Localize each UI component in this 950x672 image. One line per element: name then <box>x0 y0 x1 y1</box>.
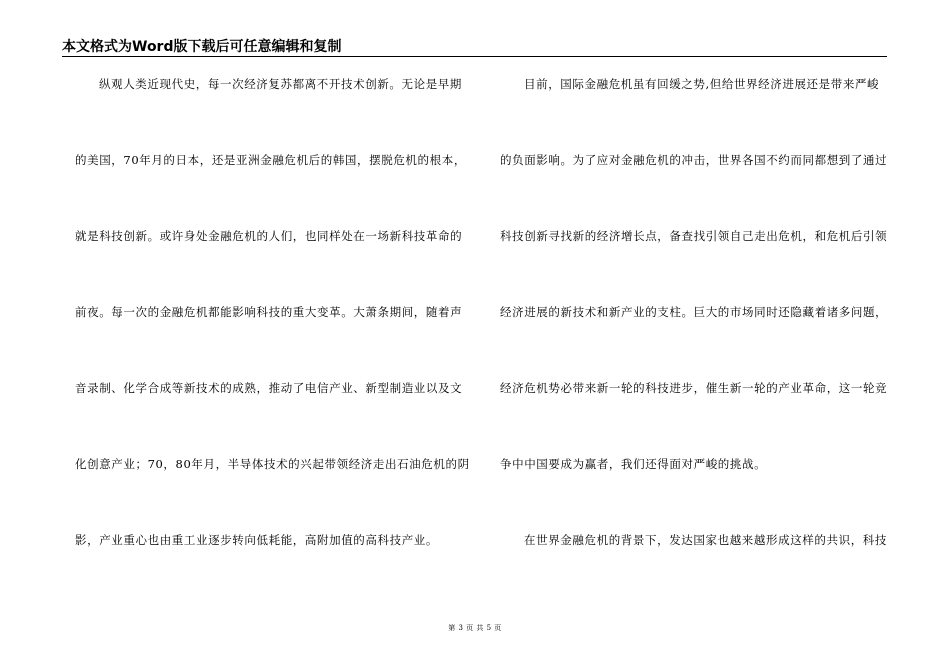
paragraph-line: 目前，国际金融危机虽有回缓之势,但给世界经济进展还是带来严峻 <box>524 77 880 91</box>
paragraph-line: 在世界金融危机的背景下，发达国家也越来越形成这样的共识，科技 <box>524 533 887 547</box>
right-text-column <box>500 66 887 598</box>
paragraph-line: 前夜。每一次的金融危机都能影响科技的重大变革。大萧条期间，随着声 <box>75 305 463 319</box>
paragraph-line: 经济进展的新技术和新产业的支柱。巨大的市场同时还隐藏着诸多问题， <box>500 305 888 319</box>
left-text-column <box>75 66 470 598</box>
page-number: 第 3 页 共 5 页 <box>448 624 502 632</box>
paragraph-line: 音录制、化学合成等新技术的成熟，推动了电信产业、新型制造业以及文 <box>75 381 463 395</box>
document-title: 本文格式为Word版下载后可任意编辑和复制 <box>62 39 342 55</box>
page-header <box>62 34 887 57</box>
paragraph-line: 就是科技创新。或许身处金融危机的人们，也同样处在一场新科技革命的 <box>75 229 463 243</box>
paragraph-line: 影，产业重心也由重工业逐步转向低耗能，高附加值的高科技产业。 <box>75 533 438 547</box>
paragraph-line: 的美国，70年月的日本，还是亚洲金融危机后的韩国，摆脱危机的根本， <box>75 153 466 167</box>
paragraph-line: 科技创新寻找新的经济增长点，备查找引领自己走出危机，和危机后引领 <box>500 229 888 243</box>
paragraph-line: 化创意产业；70，80年月，半导体技术的兴起带领经济走出石油危机的阴 <box>75 457 470 471</box>
paragraph-line: 经济危机势必带来新一轮的科技进步，催生新一轮的产业革命，这一轮竞 <box>500 381 888 395</box>
paragraph-line: 纵观人类近现代史，每一次经济复苏都离不开技术创新。无论是早期 <box>99 77 462 91</box>
paragraph-line: 的负面影响。为了应对金融危机的冲击，世界各国不约而同都想到了通过 <box>500 153 888 167</box>
paragraph-line: 争中中国要成为赢者，我们还得面对严峻的挑战。 <box>500 457 767 471</box>
